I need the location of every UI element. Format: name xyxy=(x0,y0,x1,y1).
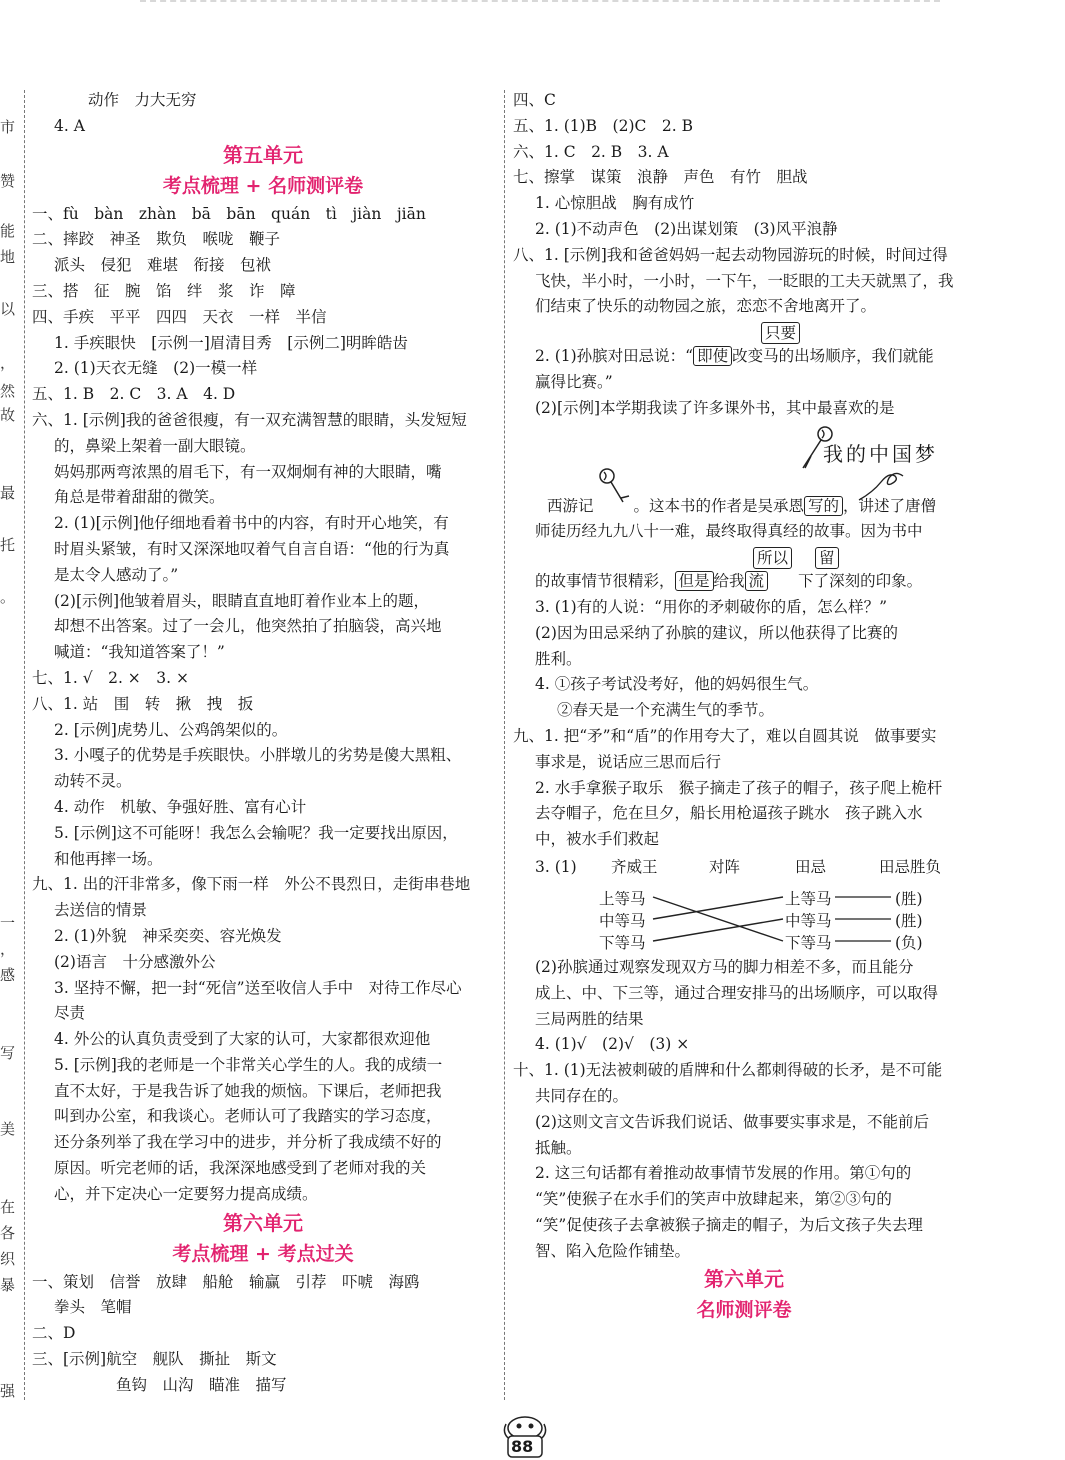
answer-line: 五、1. B 2. C 3. A 4. D xyxy=(32,385,236,404)
match-outcome: (胜) xyxy=(895,889,923,908)
answer-line: 去送信的情景 xyxy=(54,901,148,920)
answer-line: 2. 这三句话都有着推动故事情节发展的作用。第①句的 xyxy=(535,1164,912,1183)
answer-line: 三局两胜的结果 xyxy=(535,1009,644,1028)
strip-char: 地 xyxy=(0,248,16,266)
edit-insert-row xyxy=(513,545,975,569)
answer-line: (2)这则文言文告诉我们说话、做事要实事求是，不能前后 xyxy=(535,1112,929,1131)
answer-line: 2. (1)外貌 神采奕奕、容光焕发 xyxy=(54,926,282,945)
answer-line: 3. 坚持不懈，把一封“死信”送至收信人手中 对待工作尽心 xyxy=(54,978,462,997)
strip-char: ， xyxy=(0,940,16,958)
answer-line: 共同存在的。 xyxy=(535,1086,629,1105)
answer-line: 七、1. √ 2. × 3. × xyxy=(32,668,189,687)
column-header: 田忌 xyxy=(795,857,827,876)
correction-box: 只要 xyxy=(761,322,800,344)
answer-line: 3. 小嘎子的优势是手疾眼快。小胖墩儿的劣势是傻大黑粗、 xyxy=(54,746,462,765)
edit-insert-row xyxy=(513,320,975,344)
answer-text: 西游记 xyxy=(547,496,594,515)
answer-line: 三、[示例]航空 舰队 撕扯 斯文 xyxy=(32,1350,277,1369)
answer-line: 动作 力大无穷 xyxy=(88,91,197,109)
answer-line: (2)[示例]本学期我读了许多课外书，其中最喜欢的是 xyxy=(535,398,895,417)
answer-text: 2. (1)孙膑对田忌说：“ xyxy=(535,347,694,366)
answer-line: 九、1. 出的汗非常多，像下雨一样 外公不畏烈日，走街串巷地 xyxy=(32,875,471,894)
unit-title: 第五单元 xyxy=(223,142,303,167)
strip-char: 强 xyxy=(0,1382,16,1400)
answer-line: 拳头 笔帽 xyxy=(54,1298,132,1317)
answer-line: 是太令人感动了。” xyxy=(54,565,179,584)
answer-text: 改变马的出场顺序，我们就能 xyxy=(732,347,934,366)
answer-line: 八、1. 站 围 转 揪 拽 扳 xyxy=(32,694,254,713)
strip-char: 在 xyxy=(0,1198,16,1216)
answer-line: 叫到办公室，和我谈心。老师认可了我踏实的学习态度， xyxy=(54,1107,442,1126)
strip-char: 故 xyxy=(0,406,16,424)
answer-line: 4. 动作 机敏、争强好胜、富有心计 xyxy=(54,797,307,816)
answer-line: 二、摔跤 神圣 欺负 喉咙 鞭子 xyxy=(32,230,281,249)
horse-matching-diagram xyxy=(513,883,975,955)
match-left-item: 上等马 xyxy=(599,889,646,908)
answer-line: 时眉头紧皱，有时又深深地叹着气自言自语：“他的行为真 xyxy=(54,539,450,558)
answer-line: 一、策划 信誉 放肆 船舱 输赢 引荐 吓唬 海鸥 xyxy=(32,1272,420,1291)
answer-line-with-correction xyxy=(513,569,975,595)
correction-box: 留 xyxy=(815,547,839,569)
column-header: 田忌胜负 xyxy=(879,857,942,876)
answer-line: 的，鼻梁上架着一副大眼镜。 xyxy=(54,436,256,455)
horse-race-header xyxy=(513,853,975,883)
answer-text: 。这本书的作者是吴承恩 xyxy=(633,496,805,515)
match-right-item: 上等马 xyxy=(785,889,832,908)
strip-char: 以 xyxy=(0,300,16,318)
answer-line: 派头 侵犯 难堪 衔接 包袱 xyxy=(54,256,272,275)
answer-line: 九、1. 把“矛”和“盾”的作用夸大了，难以自圆其说 做事要实 xyxy=(513,726,937,745)
top-cut-line xyxy=(140,0,940,8)
unit-subtitle: 名师测评卷 xyxy=(696,1299,792,1322)
column-header: 齐威王 xyxy=(611,857,658,876)
insert-caret-icon xyxy=(593,466,673,506)
match-right-item: 下等马 xyxy=(785,933,832,952)
answer-line: 1. 心惊胆战 胸有成竹 xyxy=(535,194,695,213)
answer-line: 六、1. C 2. B 3. A xyxy=(513,142,669,161)
strip-char: 暴 xyxy=(0,1276,16,1294)
left-margin-text-strip xyxy=(0,0,18,1460)
left-column xyxy=(32,88,494,1399)
strip-char: 托 xyxy=(0,536,16,554)
answer-line: 们结束了快乐的动物园之旅，恋恋不舍地离开了。 xyxy=(535,297,877,316)
answer-line: 角总是带着甜甜的微笑。 xyxy=(54,488,225,507)
answer-line: 四、手疾 平平 四四 天衣 一样 半信 xyxy=(32,307,327,326)
answer-line-with-correction xyxy=(513,494,975,520)
answer-line: 赢得比赛。” xyxy=(535,372,613,391)
right-column xyxy=(513,88,975,1326)
column-divider xyxy=(504,90,505,1400)
answer-line: 5. [示例]我的老师是一个非常关心学生的人。我的成绩一 xyxy=(54,1055,443,1074)
page-number-badge xyxy=(500,1414,550,1458)
match-left-item: 中等马 xyxy=(599,911,646,930)
answer-line: 4. ①孩子考试没考好，他的妈妈很生气。 xyxy=(535,675,819,694)
strip-char: 能 xyxy=(0,222,16,240)
answer-text: 的故事情节很精彩， xyxy=(535,572,675,591)
answer-line: 4. (1)√ (2)√ (3) × xyxy=(535,1035,690,1054)
answer-text: 给我 xyxy=(713,572,745,591)
answer-line: 1. 手疾眼快 [示例一]眉清目秀 [示例二]明眸皓齿 xyxy=(54,333,408,352)
answer-line-with-correction xyxy=(513,344,975,370)
swap-loop-icon xyxy=(857,466,917,506)
answer-line: 和他再摔一场。 xyxy=(54,849,163,868)
answer-line: 动转不灵。 xyxy=(54,772,132,791)
answer-line: 事求是，说话应三思而后行 xyxy=(535,752,722,771)
answer-line: 去夺帽子，危在旦夕，船长用枪逼孩子跳水 孩子跳入水 xyxy=(535,804,923,823)
answer-line: 中，被水手们救起 xyxy=(535,830,660,849)
correction-box: 但是 xyxy=(675,571,714,591)
correction-box: 流 xyxy=(745,571,769,591)
answer-line: (2)[示例]他皱着眉头，眼睛直直地盯着作业本上的题， xyxy=(54,591,430,610)
answer-line: 妈妈那两弯浓黑的眉毛下，有一双炯炯有神的大眼睛，嘴 xyxy=(54,462,442,481)
answer-line: 2. (1)不动声色 (2)出谋划策 (3)风平浪静 xyxy=(535,219,838,238)
match-left-item: 下等马 xyxy=(599,933,646,952)
strip-char: 各 xyxy=(0,1224,16,1242)
answer-line: 七、擦掌 谋策 浪静 声色 有竹 胆战 xyxy=(513,168,808,187)
correction-box: 所以 xyxy=(753,547,792,569)
strip-char: 写 xyxy=(0,1044,16,1062)
strip-char: 。 xyxy=(0,588,16,606)
answer-line: “笑”促使孩子去拿被猴子摘走的帽子，为后文孩子失去理 xyxy=(535,1215,923,1234)
strip-char: 感 xyxy=(0,966,16,984)
match-right-item: 中等马 xyxy=(785,911,832,930)
answer-line: (2)孙膑通过观察发现双方马的脚力相差不多，而且能分 xyxy=(535,957,914,976)
question-number: 3. (1) xyxy=(535,857,577,876)
answer-line: 五、1. (1)B (2)C 2. B xyxy=(513,116,693,135)
answer-line: 十、1. (1)无法被刺破的盾牌和什么都刺得破的长矛，是不可能 xyxy=(513,1061,943,1080)
answer-line: 鱼钩 山沟 瞄准 描写 xyxy=(116,1375,287,1394)
match-outcome: (负) xyxy=(895,933,923,952)
answer-line: “笑”使猴子在水手们的笑声中放肆起来，第②③句的 xyxy=(535,1190,892,1209)
answer-line: 飞快，半小时，一小时，一下午，一眨眼的工夫天就黑了，我 xyxy=(535,271,954,290)
answer-line: 六、1. [示例]我的爸爸很瘦，有一双充满智慧的眼睛，头发短短 xyxy=(32,410,467,429)
answer-line: 师徒历经九九八十一难，最终取得真经的故事。因为书中 xyxy=(535,522,923,541)
answer-line: 胜利。 xyxy=(535,649,582,668)
strip-char: 美 xyxy=(0,1120,16,1138)
answer-line: 一、fù bàn zhàn bā bān quán tì jiàn jiān xyxy=(32,204,426,223)
unit-subtitle: 考点梳理 + 名师测评卷 xyxy=(162,174,364,197)
answer-line: 三、搭 征 腕 馅 绊 浆 诈 障 xyxy=(32,281,296,300)
answer-line: 4. 外公的认真负责受到了大家的认可，大家都很欢迎他 xyxy=(54,1030,431,1049)
answer-line: 4. A xyxy=(54,116,85,135)
answer-line: 3. (1)有的人说：“用你的矛刺破你的盾，怎么样？” xyxy=(535,597,888,616)
answer-line: 四、C xyxy=(513,91,556,109)
strip-char: 织 xyxy=(0,1250,16,1268)
match-outcome: (胜) xyxy=(895,911,923,930)
answer-line: 5. [示例]这不可能呀！我怎么会输呢？我一定要找出原因， xyxy=(54,823,458,842)
page-number: 88 xyxy=(511,1437,534,1456)
strip-char: ， xyxy=(0,354,16,372)
answer-line: (2)因为田忌采纳了孙膑的建议，所以他获得了比赛的 xyxy=(535,623,898,642)
answer-line: ②春天是一个充满生气的季节。 xyxy=(557,701,775,720)
struck-book-title: 我的中国梦 xyxy=(823,441,938,466)
unit-subtitle: 考点梳理 + 考点过关 xyxy=(172,1242,354,1265)
column-header: 对阵 xyxy=(709,857,741,876)
answer-line: 尽责 xyxy=(54,1004,86,1023)
answer-line: 2. 水手拿猴子取乐 猴子摘走了孩子的帽子，孩子爬上桅杆 xyxy=(535,778,943,797)
strip-char: 然 xyxy=(0,382,16,400)
answer-line: (2)语言 十分感激外公 xyxy=(54,952,216,971)
answer-line: 却想不出答案。过了一会儿，他突然拍了拍脑袋，高兴地 xyxy=(54,617,442,636)
answer-line: 原因。听完老师的话，我深深地感受到了老师对我的关 xyxy=(54,1159,427,1178)
answer-line: 2. (1)[示例]他仔细地看着书中的内容，有时开心地笑，有 xyxy=(54,514,449,533)
strip-char: 市 xyxy=(0,118,16,136)
answer-line: 2. (1)天衣无缝 (2)一模一样 xyxy=(54,359,258,378)
answer-line: 直不太好，于是我告诉了她我的烦恼。下课后，老师把我 xyxy=(54,1081,442,1100)
left-margin-divider xyxy=(24,90,25,1400)
answer-line: 还分条列举了我在学习中的进步，并分析了我成绩不好的 xyxy=(54,1133,442,1152)
unit-title: 第六单元 xyxy=(704,1267,784,1292)
strip-char: 赞 xyxy=(0,172,16,190)
answer-line: 二、D xyxy=(32,1324,76,1343)
unit-title: 第六单元 xyxy=(223,1210,303,1235)
answer-line: 抵触。 xyxy=(535,1138,582,1157)
correction-box: 写的 xyxy=(804,496,843,516)
answer-text: 下了深刻的印象。 xyxy=(798,572,923,591)
answer-line: 心，并下定决心一定要努力提高成绩。 xyxy=(54,1184,318,1203)
answer-line: 2. [示例]虎势儿、公鸡鸽架似的。 xyxy=(54,720,288,739)
strip-char: 最 xyxy=(0,484,16,502)
answer-line: 喊道：“我知道答案了！” xyxy=(54,643,225,662)
answer-text: ，讲述了唐僧 xyxy=(843,496,937,515)
answer-line: 智、陷入危险作铺垫。 xyxy=(535,1241,691,1260)
answer-line: 成上、中、下三等，通过合理安排马的出场顺序，可以取得 xyxy=(535,983,939,1002)
correction-box: 即使 xyxy=(693,346,732,366)
strip-char: 一 xyxy=(0,914,16,932)
answer-line: 八、1. [示例]我和爸爸妈妈一起去动物园游玩的时候，时间过得 xyxy=(513,245,948,264)
